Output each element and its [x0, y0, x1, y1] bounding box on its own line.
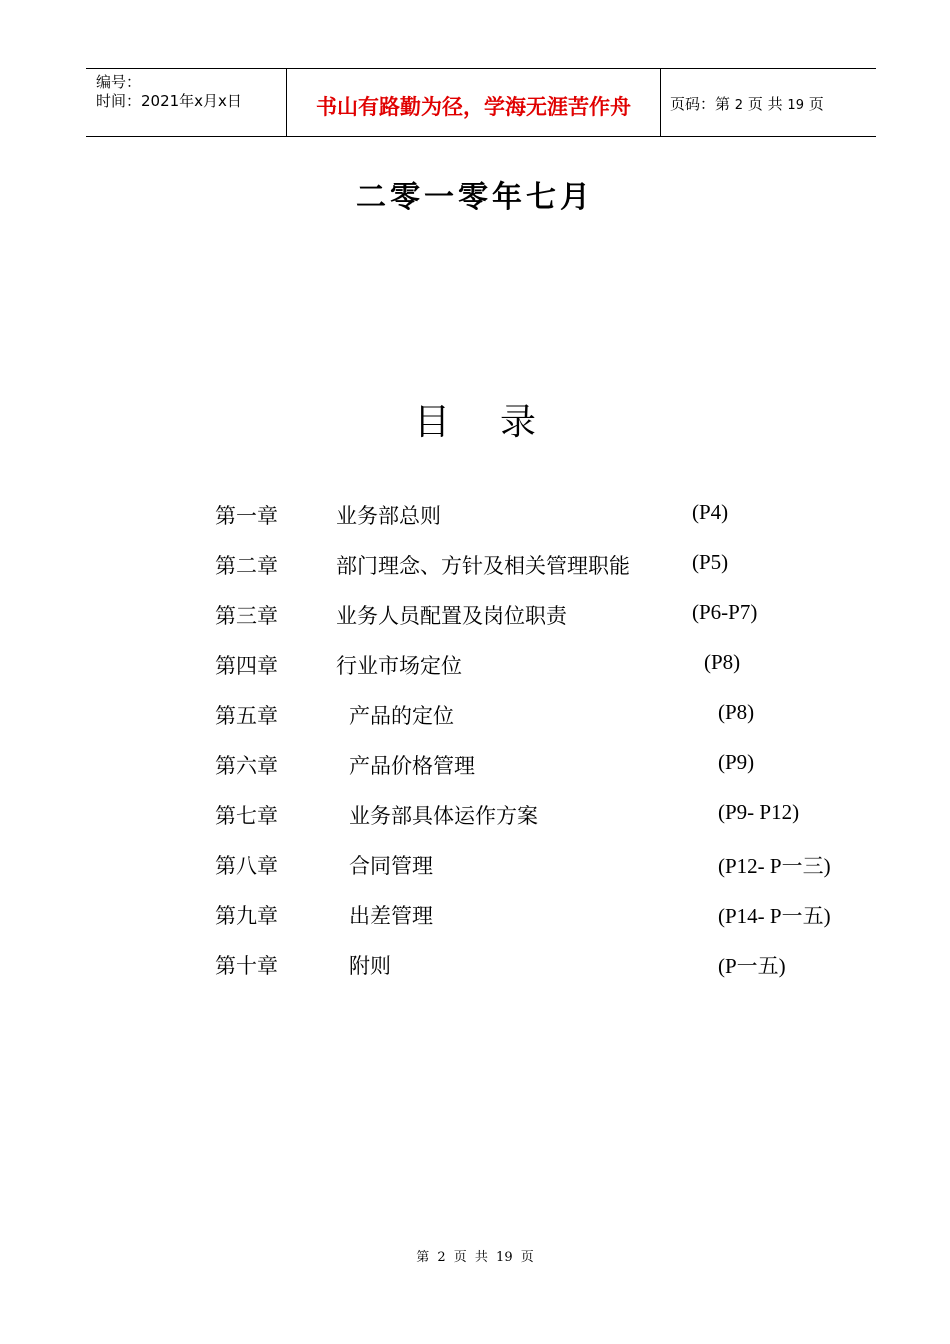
page-header: [86, 68, 876, 137]
toc-chapter-name: 产品的定位: [349, 704, 454, 728]
toc-entry[interactable]: [0, 700, 950, 734]
header-motto: 书山有路勤为径，学海无涯苦作舟: [316, 95, 631, 119]
document-time-label: 时间：2021年x月x日: [96, 92, 242, 110]
toc-entry[interactable]: [0, 650, 950, 684]
toc-entry[interactable]: [0, 800, 950, 834]
toc-chapter-name: 部门理念、方针及相关管理职能: [336, 554, 630, 578]
toc-entry[interactable]: [0, 900, 950, 934]
toc-chapter: 第八章: [215, 854, 278, 878]
toc-title: [0, 394, 950, 445]
toc-chapter: 第七章: [215, 804, 278, 828]
toc-chapter: 第三章: [215, 604, 278, 628]
toc-chapter-name: 附则: [349, 954, 391, 978]
document-number-label: 编号：: [96, 73, 142, 91]
toc-entry[interactable]: [0, 600, 950, 634]
page-total: 19: [787, 98, 804, 113]
toc-chapter: 第五章: [215, 704, 278, 728]
page-suffix: 页: [808, 95, 824, 113]
toc-page-ref: (P4): [692, 500, 729, 524]
toc-chapter: 第四章: [215, 654, 278, 678]
toc-chapter: 第十章: [215, 954, 278, 978]
toc-title-part1: 目: [413, 402, 450, 443]
toc-title-part2: 录: [500, 402, 537, 443]
page-current: 2: [734, 98, 744, 113]
toc-entry[interactable]: [0, 550, 950, 584]
toc-page-ref: (P6-P7): [692, 600, 758, 624]
toc-chapter-name: 业务部具体运作方案: [349, 804, 538, 828]
header-motto-cell: [286, 69, 661, 136]
toc-entry[interactable]: [0, 850, 950, 884]
page-prefix: 页码：第: [670, 95, 731, 113]
toc-chapter: 第二章: [215, 554, 278, 578]
toc-entry[interactable]: [0, 950, 950, 984]
toc-chapter: 第一章: [215, 504, 278, 528]
page-mid: 页 共: [747, 95, 783, 113]
toc-chapter-name: 合同管理: [349, 854, 433, 878]
toc-page-ref: (P9- P12): [718, 800, 800, 824]
toc-chapter-name: 出差管理: [349, 904, 433, 928]
date-title: 二零一零年七月: [356, 180, 594, 215]
toc-page-ref: (P5): [692, 550, 729, 574]
toc-page-ref: (P8): [704, 650, 741, 674]
header-page-info: [670, 93, 824, 114]
toc-chapter: 第九章: [215, 904, 278, 928]
toc-chapter: 第六章: [215, 754, 278, 778]
toc-page-ref: (P8): [718, 700, 755, 724]
page-footer: 第 2 页 共 19 页: [416, 1250, 534, 1265]
header-meta-cell: [86, 69, 286, 136]
toc-chapter-name: 行业市场定位: [336, 654, 462, 678]
toc-entry[interactable]: [0, 500, 950, 534]
toc-chapter-name: 业务人员配置及岗位职责: [336, 604, 567, 628]
header-page-cell: [660, 69, 876, 136]
toc-chapter-name: 业务部总则: [336, 504, 441, 528]
toc-chapter-name: 产品价格管理: [349, 754, 475, 778]
toc-page-ref: (P12- P一三): [718, 854, 831, 878]
toc-page-ref: (P9): [718, 750, 755, 774]
toc-page-ref: (P14- P一五): [718, 904, 831, 928]
toc-page-ref: (P一五): [718, 954, 786, 978]
toc-entry[interactable]: [0, 750, 950, 784]
